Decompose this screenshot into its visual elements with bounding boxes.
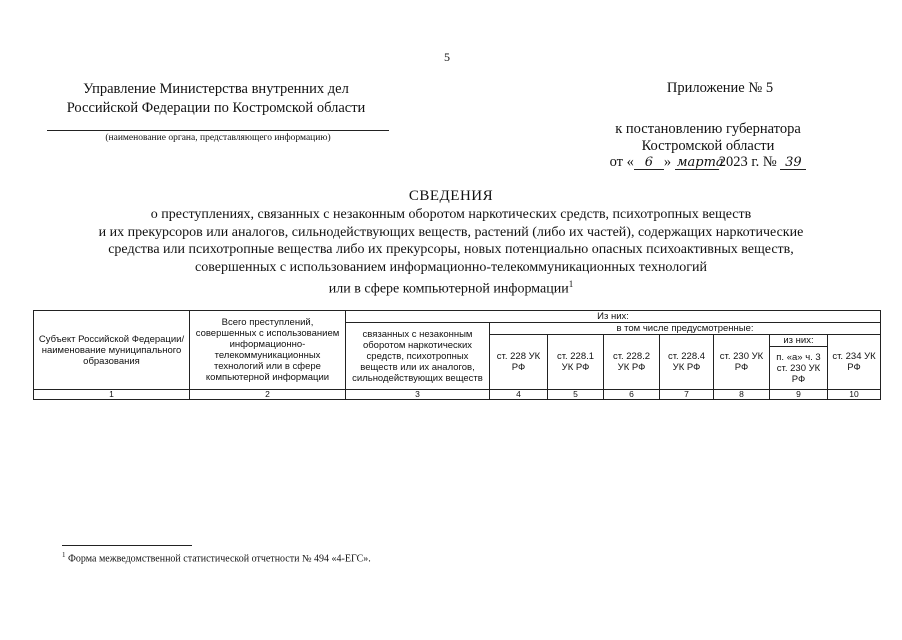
header-art-234: ст. 234 УК РФ <box>828 335 881 390</box>
column-number: 7 <box>660 390 714 400</box>
footnote-separator <box>62 545 192 546</box>
column-number: 5 <box>548 390 604 400</box>
handwritten-month: марта <box>676 155 724 170</box>
subtitle-line-3: средства или психотропные вещества либо их прекурсоры, новых потенциально опасных психоактивных веществ, <box>108 242 794 257</box>
document-subtitle <box>50 206 852 298</box>
header-including: в том числе предусмотренные: <box>490 323 881 335</box>
header-art-230: ст. 230 УК РФ <box>714 335 770 390</box>
date-mid: » <box>663 154 672 170</box>
header-drug-related: связанных с незаконным оборотом наркотических средств, психотропных веществ или их аналогов, сильнодействующих веществ <box>346 323 490 390</box>
column-number: 4 <box>490 390 548 400</box>
handwritten-day: 6 <box>634 156 664 170</box>
column-number: 9 <box>770 390 828 400</box>
footnote-reference: 1 <box>568 279 574 289</box>
organization-name <box>40 80 392 118</box>
footnote <box>62 551 371 564</box>
header-of-them-small: из них: <box>770 335 828 347</box>
footnote-mark: 1 <box>62 551 66 559</box>
date-year: 2023 г. № <box>718 154 777 170</box>
header-total-crimes: Всего преступлений, совершенных с использованием информационно-телекоммуникационных технологий или в сфере компьютерной информации <box>190 311 346 390</box>
column-number: 3 <box>346 390 490 400</box>
header-art-228-2: ст. 228.2 УК РФ <box>604 335 660 390</box>
decree-line-2: Костромской области <box>641 138 775 154</box>
header-art-228-4: ст. 228.4 УК РФ <box>660 335 714 390</box>
organization-line-2: Российской Федерации по Костромской области <box>66 100 366 116</box>
statistics-table <box>33 310 881 400</box>
column-number: 6 <box>604 390 660 400</box>
organization-caption: (наименование органа, представляющего информацию) <box>105 133 331 143</box>
column-number: 10 <box>828 390 881 400</box>
header-art-230-part3a: п. «а» ч. 3 ст. 230 УК РФ <box>770 347 828 390</box>
header-art-228: ст. 228 УК РФ <box>490 335 548 390</box>
header-subject: Субъект Российской Федерации/ наименование муниципального образования <box>34 311 190 390</box>
appendix-title: Приложение № 5 <box>666 80 774 96</box>
header-art-228-1: ст. 228.1 УК РФ <box>548 335 604 390</box>
subtitle-line-1: о преступлениях, связанных с незаконным оборотом наркотических средств, психотропных веществ <box>150 207 752 222</box>
column-number: 8 <box>714 390 770 400</box>
decree-date <box>590 154 826 171</box>
header-of-them: Из них: <box>346 311 881 323</box>
decree-reference <box>590 121 826 155</box>
subtitle-line-2: и их прекурсоров или аналогов, сильнодействующих веществ, растений (либо их частей), содержащих наркотические <box>98 224 804 240</box>
decree-line-1: к постановлению губернатора <box>615 121 801 137</box>
column-number: 2 <box>190 390 346 400</box>
subtitle-line-4: совершенных с использованием информационно-телекоммуникационных технологий <box>195 259 707 275</box>
document-title: СВЕДЕНИЯ <box>408 188 494 204</box>
footnote-text: Форма межведомственной статистической отчетности № 494 «4-ЕГС». <box>68 553 371 565</box>
organization-underline <box>47 130 389 131</box>
organization-line-1: Управление Министерства внутренних дел <box>83 81 349 97</box>
date-prefix: от « <box>609 154 634 170</box>
page-number: 5 <box>444 50 450 64</box>
column-number: 1 <box>34 390 190 400</box>
handwritten-number: 39 <box>780 156 806 170</box>
subtitle-line-5: или в сфере компьютерной информации <box>328 281 569 297</box>
